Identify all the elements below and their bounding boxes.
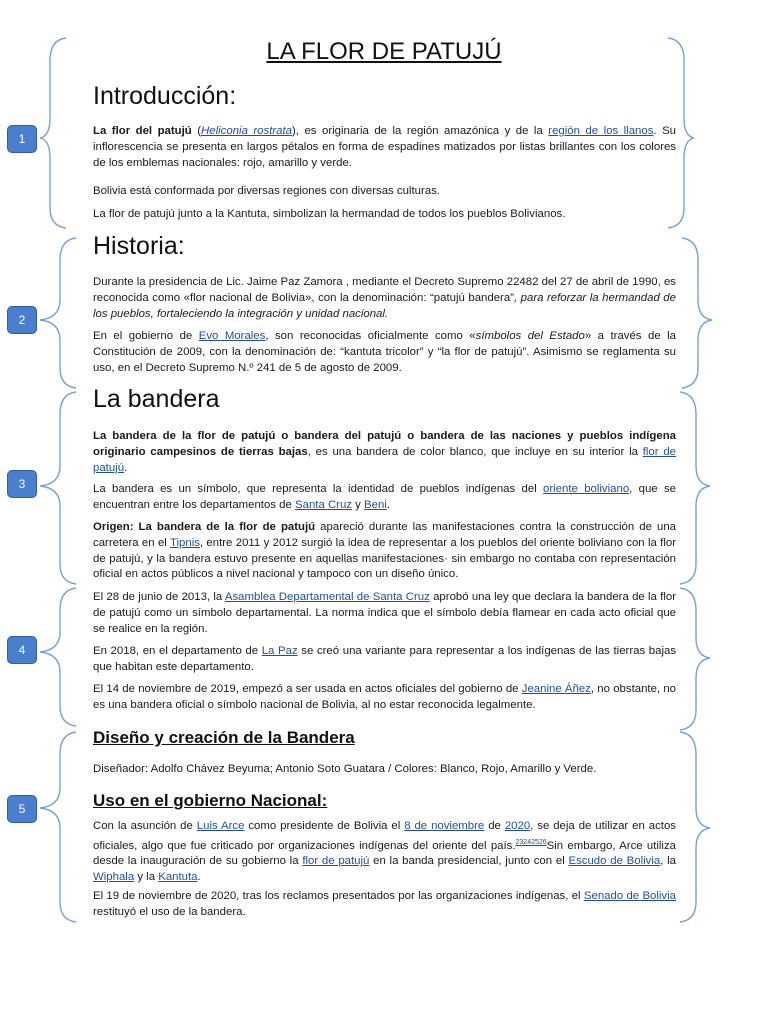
intro-paragraph-1: La flor del patujú (Heliconia rostrata), es originaria de la región amazónica y de la región de los llanos. Su inflorescencia se presenta en largos pétalos en forma de espadines matizados por listas brillantes con los colores de los emblemas nacionales: rojo, amarillo y verde. [93,125,677,169]
right-brace-5 [680,732,710,922]
uso-heading: Uso en el gobierno Nacional: [93,791,328,810]
section-badge-2: 2 [7,306,37,334]
historia-heading: Historia: [93,232,185,260]
link-beni[interactable]: Beni [364,498,387,511]
right-brace-3 [680,392,710,584]
section-badge-1: 1 [7,125,37,153]
citation-superscript[interactable]: 23242526 [515,838,547,846]
bandera-paragraph-2013: El 28 de junio de 2013, la Asamblea Departamental de Santa Cruz aprobó una ley que declara la bandera de la flor de patujú como un símbolo departamental. La norma indica que el símbolo debía flamear en cada acto oficial que se realice en la región. [93,591,676,635]
bandera-paragraph-1: La bandera de la flor de patujú o bandera del patujú o bandera de las naciones y pueblos indígena originario campesinos de tierras bajas, es una bandera de color blanco, que incluye en su interior la flor de patujú. [93,430,676,474]
intro-paragraph-2: Bolivia está conformada por diversas regiones con diversas culturas. [93,185,440,197]
link-jeanine-anez[interactable]: Jeanine Áñez [521,683,591,695]
link-region-de-los-llanos[interactable]: región de los llanos [548,125,654,137]
diseno-paragraph: Diseñador: Adolfo Chávez Beyuma; Antonio Soto Guatara / Colores: Blanco, Rojo, Amarillo y Verde. [93,763,597,775]
link-tipnis[interactable]: Tipnis [169,536,200,549]
right-brace-4 [680,588,710,730]
left-brace-1 [40,38,66,228]
link-kantuta[interactable]: Kantuta [158,871,198,884]
link-senado-de-bolivia[interactable]: Senado de Bolivia [583,890,676,902]
right-brace-2 [682,238,712,388]
bandera-paragraph-2019: El 14 de noviembre de 2019, empezó a ser usada en actos oficiales del gobierno de Jeanine Áñez, no obstante, no es una bandera oficial o símbolo nacional de Bolivia, al no estar reconocida legalmente. [93,683,677,711]
link-evo-morales[interactable]: Evo Morales [198,330,266,342]
link-8-de-noviembre[interactable]: 8 de noviembre [404,820,485,832]
left-brace-3 [40,392,76,584]
link-flor-de-patuju-2[interactable]: flor de patujú [302,855,370,868]
link-luis-arce[interactable]: Luis Arce [196,820,245,832]
uso-paragraph-2: El 19 de noviembre de 2020, tras los reclamos presentados por las organizaciones indígenas, el Senado de Bolivia restituyó el uso de la bandera. [93,890,676,918]
bandera-paragraph-2: La bandera es un símbolo, que representa la identidad de pueblos indígenas del oriente boliviano, que se encuentran entre los departamentos de Santa Cruz y Beni. [93,483,676,511]
bandera-paragraph-2018: En 2018, en el departamento de La Paz se creó una variante para representar a los indígenas de las tierras bajas que habitan este departamento. [93,645,677,673]
document-title: LA FLOR DE PATUJÚ [266,38,502,65]
left-brace-5 [40,732,76,922]
intro-heading: Introducción: [93,82,237,110]
section-badge-5: 5 [7,795,37,823]
link-2020[interactable]: 2020 [504,820,531,832]
link-heliconia-rostrata[interactable]: Heliconia rostrata [201,125,293,137]
historia-paragraph-1: Durante la presidencia de Lic. Jaime Paz Zamora , mediante el Decreto Supremo 22482 del 27 de abril de 1990, es reconocida como «flor nacional de Bolivia», con la denominación: “patujú bandera”, para reforzar la hermandad de los pueblos, fortaleciendo la integración y unidad nacional. [93,276,676,320]
bandera-paragraph-origen: Origen: La bandera de la flor de patujú apareció durante las manifestaciones contra la construcción de una carretera en el Tipnis, entre 2011 y 2012 surgió la idea de representar a los pueblos del oriente boliviano con la flor de patujú, y la bandera estuvo presente en aquellas manifestaciones· sin embargo no contaba con representación oficial en actos públicos a nivel nacional y tampoco con un diseño único. [93,521,676,581]
uso-paragraph-1: Con la asunción de Luis Arce como presidente de Bolivia el 8 de noviembre de 2020, se deja de utilizar en actos oficiales, algo que fue criticado por organizaciones indígenas del oriente del país.$^{23242526}$Sin embargo, Arce utiliza desde la inauguración de su gobierno la flor de patujú en la banda presidencial, junto con el Escudo de Bolivia, la Wiphala y la Kantuta. [93,820,677,884]
link-escudo-de-bolivia[interactable]: Escudo de Bolivia [568,855,661,868]
left-brace-4 [40,588,76,726]
link-la-paz[interactable]: La Paz [261,645,298,657]
left-brace-2 [40,238,76,388]
diseno-heading: Diseño y creación de la Bandera [93,728,355,747]
link-wiphala[interactable]: Wiphala [93,871,135,884]
section-badge-3: 3 [7,470,37,498]
link-oriente-boliviano[interactable]: oriente boliviano [543,483,630,495]
link-asamblea-departamental[interactable]: Asamblea Departamental de Santa Cruz [224,591,430,603]
link-santa-cruz[interactable]: Santa Cruz [295,498,352,511]
bandera-heading: La bandera [93,385,220,413]
link-flor-de-patuju[interactable]: flor de patujú [93,445,676,474]
section-badge-4: 4 [7,636,37,664]
intro-paragraph-3: La flor de patujú junto a la Kantuta, simbolizan la hermandad de todos los pueblos Bolivianos. [93,208,566,220]
historia-paragraph-2: En el gobierno de Evo Morales, son reconocidas oficialmente como «símbolos del Estado» a través de la Constitución de 2009, con la denominación de: “kantuta tricolor” y “la flor de patujú”. Asimismo se reglamenta su uso, en el Decreto Supremo N.º 241 de 5 de agosto de 2009. [93,330,676,374]
